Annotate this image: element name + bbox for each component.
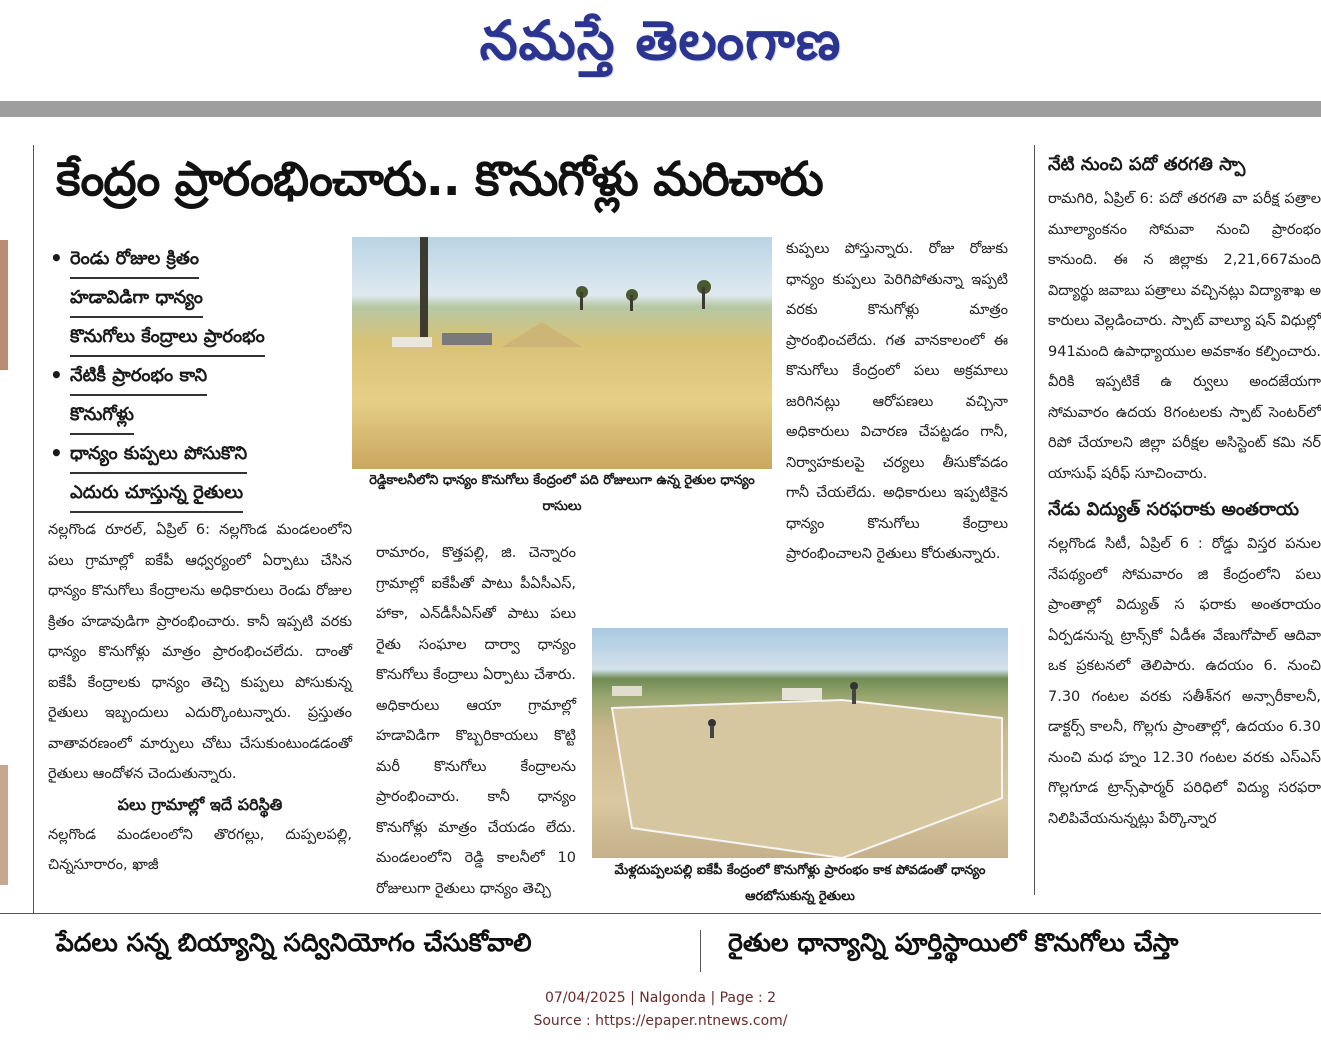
- photo-grain-heaps-reddy-colony: [352, 237, 772, 469]
- column-divider: [33, 145, 34, 913]
- photo-caption: మేళ్లదుప్పలపల్లి ఐకేపీ కేంద్రంలో కొనుగోళ్లు ప్రారంభం కాక పోవడంతో ధాన్యం ఆరబోసుకున్న రైతులు: [614, 863, 986, 904]
- bullet-item: • ధాన్యం కుప్పలు పోసుకొని ఎదురు చూస్తున్న రైతులు: [48, 435, 338, 513]
- section-divider: [0, 913, 1321, 914]
- article-paragraph: నల్లగొండ సిటీ, ఏప్రిల్‌ 6 : రోడ్డు విస్తర పనుల నేపథ్యంలో సోమవారం జి కేంద్రంలోని పలు ప్రాంతాల్లో విద్యుత్‌ స ఫరాకు అంతరాయం ఏర్పడనున్న ట్రాన్స్‌కో ఏడీఈ వేణుగోపాల్‌ ఆదివా ఒక ప్రకటనలో తెలిపారు. ఉదయం 6. నుంచి 7.30 గంటల వరకు సతీశ్‌నగ అన్సారీకాలనీ, డాక్టర్స్‌ కాలనీ, గొల్లగు ప్రాంతాల్లో, ఉదయం 6.30 నుంచి మధ హ్నం 12.30 గంటల వరకు ఎస్‌ఎస్‌ గొల్లగూడ ట్రాన్స్‌ఫార్మర్‌ పరిధిలో విద్యు సరఫరా నిలిపివేయనున్నట్లు పేర్కొన్నార: [1048, 536, 1321, 827]
- adjacent-photo: [0, 240, 8, 370]
- bottom-headline-left: పేదలు సన్న బియ్యాన్ని సద్వినియోగం చేసుకోవాలి: [56, 928, 532, 957]
- right-column-articles: [1048, 150, 1321, 834]
- newspaper-logo: నమస్తే తెలంగాణ: [479, 8, 842, 72]
- article-subhead: పలు గ్రామాల్లో ఇదే పరిస్థితి: [117, 794, 283, 814]
- photo-farmers-drying-grain: [592, 628, 1008, 858]
- source-link[interactable]: Source : https://epaper.ntnews.com/: [533, 1013, 788, 1029]
- article-headline: కేంద్రం ప్రారంభించారు.. కొనుగోళ్లు మరిచారు: [56, 152, 823, 207]
- article-paragraph: రామారం, కొత్తపల్లి, జి. చెన్నారం గ్రామాల్లో ఐకేపీతో పాటు పీఏసీఎస్‌, హాకా, ఎన్‌డీసీఏస్‌తో పాటు పలు రైతు సంఘాల దార్వా ధాన్యం కొనుగోలు కేంద్రాలు ఏర్పాటు చేశారు. అధికారులు ఆయా గ్రామాల్లో హడావిడిగా కొబ్బరికాయలు కొట్టి మరీ కొనుగోలు కేంద్రాలను ప్రారంభించారు. కానీ ధాన్యం కొనుగోళ్లు మాత్రం చేయడం లేదు. మండలంలోని రెడ్డి కాలనీలో 10 రోజులుగా రైతులు ధాన్యం తెచ్చి: [376, 545, 576, 897]
- edition-info: 07/04/2025 | Nalgonda | Page : 2: [544, 990, 777, 1006]
- adjacent-article-strip: [0, 145, 12, 965]
- article-column-2: [376, 538, 576, 904]
- article-column-1: [48, 515, 352, 881]
- article-headline: నేటి నుంచి పదో తరగతి స్పా: [1048, 154, 1246, 175]
- article-column-3: [786, 234, 1008, 570]
- adjacent-photo: [0, 765, 8, 885]
- masthead-rule: [0, 101, 1321, 117]
- bullet-item: • నేటికీ ప్రారంభం కాని కొనుగోళ్లు: [48, 357, 338, 435]
- article-paragraph: రామగిరి, ఏప్రిల్‌ 6: పదో తరగతి వా పరీక్ష పత్రాల మూల్యాంకనం సోమవా నుంచి ప్రారంభం కానుంది. ఈ న జిల్లాకు 2,21,667మంది విద్యార్థు జవాబు పత్రాలు వచ్చినట్లు విద్యాశాఖ అ కారులు వెల్లడించారు. స్పాట్‌ వాల్యూ షన్‌ విధుల్లో 941మంది ఉపాధ్యాయుల అవకాశం కల్పించారు. వీరికి ఇప్పటికే ఉ ర్వులు అందజేయగా సోమవారం ఉదయ 8గంటలకు స్పాట్‌ సెంటర్‌లో రిపో చేయాలని జిల్లా పరీక్షల అసిస్టెంట్‌ కమి నర్‌ యాసుఫ్‌ షరీఫ్‌ సూచించారు.: [1048, 191, 1321, 482]
- article-paragraph: నల్లగొండ రూరల్‌, ఏప్రిల్‌ 6: నల్లగొండ మండలంలోని పలు గ్రామాల్లో ఐకేపీ ఆధ్వర్యంలో ఏర్పాటు చేసిన ధాన్యం కొనుగోలు కేంద్రాలను అధికారులు రెండు రోజుల క్రితం హడావుడిగా ప్రారంభించారు. కానీ ఇప్పటి వరకు ధాన్యం కొనుగోళ్లు మాత్రం ప్రారంభించలేదు. దాంతో ఐకేపీ కేంద్రాలకు ధాన్యం తెచ్చి కుప్పలు పోసుకున్న రైతులు ఇబ్బందులు ఎదుర్కొంటున్నారు. ప్రస్తుతం వాతావరణంలో మార్పులు చోటు చేసుకుంటుండడంతో రైతులు ఆందోళన చెందుతున్నారు.: [48, 522, 352, 782]
- bottom-headline-right: రైతుల ధాన్యాన్ని పూర్తిస్థాయిలో కొనుగోలు చేస్తా: [728, 928, 1179, 957]
- photo-caption: రెడ్డికాలనీలోని ధాన్యం కొనుగోలు కేంద్రంలో పది రోజులుగా ఉన్న రైతుల ధాన్యం రాసులు: [369, 473, 755, 514]
- photo-illustration: [592, 628, 1008, 858]
- article-paragraph: నల్లగొండ మండలంలోని తొరగల్లు, దుప్పలపల్లి, చిన్నసూరారం, ఖాజీ: [48, 826, 352, 873]
- article-headline: నేడు విద్యుత్‌ సరఫరాకు అంతరాయ: [1048, 499, 1300, 520]
- article-paragraph: కుప్పలు పోస్తున్నారు. రోజు రోజుకు ధాన్యం కుప్పలు పెరిగిపోతున్నా ఇప్పటి వరకు కొనుగోళ్లు మాత్రం ప్రారంభించలేదు. గత వానకాలంలో ఈ కొనుగోలు కేంద్రంలో పలు అక్రమాలు జరిగినట్లు ఆరోపణలు వచ్చినా అధికారులు విచారణ చేపట్టడం గానీ, నిర్వాహకులపై చర్యలు తీసుకోవడం గానీ చేయలేదు. అధికారులు ఇప్పటికైన ధాన్యం కొనుగోలు కేంద్రాలు ప్రారంభించాలని రైతులు కోరుతున్నారు.: [786, 241, 1008, 562]
- highlight-bullets: [48, 240, 338, 513]
- column-divider: [1034, 145, 1035, 895]
- bullet-item: • రెండు రోజుల క్రితం హడావిడిగా ధాన్యం కొనుగోలు కేంద్రాలు ప్రారంభం: [48, 240, 338, 357]
- column-divider: [700, 930, 701, 972]
- masthead: [0, 0, 1321, 100]
- photo-illustration: [352, 237, 772, 469]
